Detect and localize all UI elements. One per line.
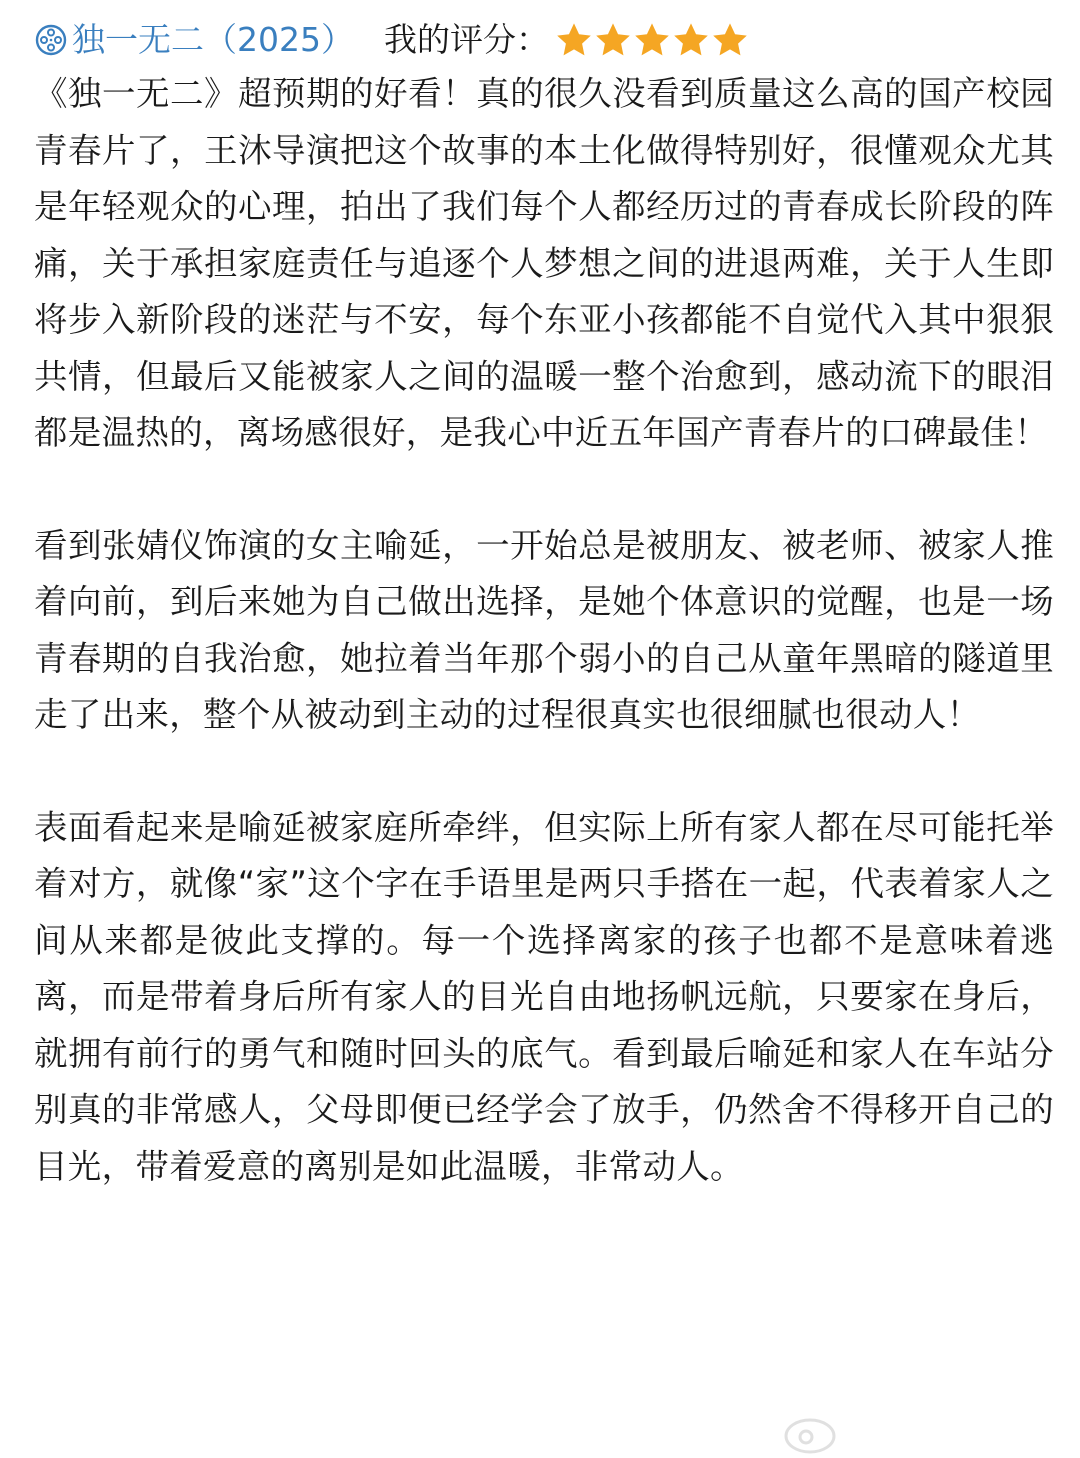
star-icon (555, 21, 593, 59)
film-reel-icon (34, 23, 68, 57)
review-header (34, 14, 1054, 66)
star-icon (711, 21, 749, 59)
star-icon (633, 21, 671, 59)
star-icon (594, 21, 632, 59)
movie-title[interactable]: 独一无二（2025） (72, 20, 354, 59)
paragraph-spacer (34, 462, 1054, 518)
review-paragraph-2: 看到张婧仪饰演的女主喻延，一开始总是被朋友、被老师、被家人推着向前，到后来她为自己做出选择，是她个体意识的觉醒，也是一场青春期的自我治愈，她拉着当年那个弱小的自己从童年黑暗的隧道里走了出来，整个从被动到主动的过程很真实也很细腻也很动人！ (34, 525, 1054, 734)
review-paragraph-1: 《独一无二》超预期的好看！真的很久没看到质量这么高的国产校园青春片了，王沐导演把这个故事的本土化做得特别好，很懂观众尤其是年轻观众的心理，拍出了我们每个人都经历过的青春成长阶段的阵痛，关于承担家庭责任与追逐个人梦想之间的进退两难，关于人生即将步入新阶段的迷茫与不安，每个东亚小孩都能不自觉代入其中狠狠共情，但最后又能被家人之间的温暖一整个治愈到，感动流下的眼泪都是温热的，离场感很好，是我心中近五年国产青春片的口碑最佳！ (34, 74, 1054, 452)
rating-stars (555, 21, 750, 59)
rating-label: 我的评分： (383, 20, 549, 59)
star-icon (672, 21, 710, 59)
paragraph-spacer (34, 744, 1054, 800)
watermark-icon (780, 1412, 840, 1456)
movie-link[interactable] (34, 14, 354, 66)
review-card (34, 14, 1054, 1195)
review-paragraph-3: 表面看起来是喻延被家庭所牵绊，但实际上所有家人都在尽可能托举着对方，就像“家”这个字在手语里是两只手搭在一起，代表着家人之间从来都是彼此支撑的。每一个选择离家的孩子也都不是意味着逃离，而是带着身后所有家人的目光自由地扬帆远航，只要家在身后，就拥有前行的勇气和随时回头的底气。看到最后喻延和家人在车站分别真的非常感人，父母即便已经学会了放手，仍然舍不得移开自己的目光，带着爱意的离别是如此温暖，非常动人。 (34, 807, 1054, 1186)
